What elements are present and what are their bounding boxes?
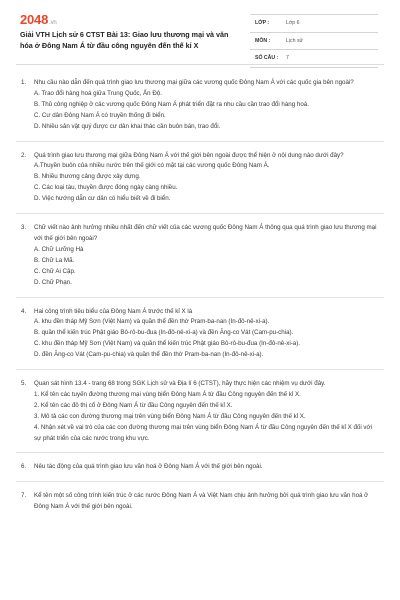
question-item <box>0 462 400 473</box>
question-text: Quá trình giao lưu thương mại giữa Đông Nam Á với thế giới bên ngoài được thể hiện ở nội dung nào dưới đây? <box>34 151 344 159</box>
question-divider <box>16 213 384 214</box>
answer-option: 1. Kể tên các tuyến đường thương mại vùng biển Đông Nam Á từ đầu Công nguyên đến thế kỉ X. <box>34 390 301 398</box>
question-divider <box>16 481 384 482</box>
meta-table <box>250 14 378 68</box>
logo-text: 2048 <box>20 12 49 27</box>
meta-value: Lịch sử <box>286 37 304 44</box>
question-item <box>0 491 400 513</box>
answer-option: B. Chữ La Mã. <box>34 256 75 264</box>
question-list <box>0 78 400 513</box>
question-number: 7. <box>21 492 27 500</box>
meta-row-subject <box>250 33 378 51</box>
answer-option: C. Cư dân Đông Nam Á có truyền thống đi biển. <box>34 111 166 119</box>
question-divider <box>16 141 384 142</box>
question-text: Hai công trình tiêu biểu của Đông Nam Á trước thế kỉ X là <box>34 307 193 315</box>
question-item <box>0 379 400 444</box>
answer-option: A. Trao đổi hàng hoá giữa Trung Quốc, Ấn Độ. <box>34 89 162 97</box>
meta-value: Lớp 6 <box>286 20 300 26</box>
question-number: 2. <box>21 151 27 159</box>
question-text: Chữ viết nào ảnh hưởng nhiều nhất đến chữ viết của các vương quốc Đông Nam Á thông qua quá trình giao lưu thương mại với thế giới bên ngoài? <box>34 224 377 242</box>
question-divider <box>16 452 384 453</box>
question-divider <box>16 369 384 370</box>
site-logo[interactable] <box>20 12 57 27</box>
answer-option: A. khu đền tháp Mỹ Sơn (Việt Nam) và quần thể đền thờ Pram-ba-nan (In-đô-nê-xi-a). <box>34 318 270 326</box>
answer-option: B. Nhiều thương cảng được xây dựng. <box>34 173 141 181</box>
logo-suffix: .vn <box>49 20 57 26</box>
answer-option: 2. Kể tên các đô thị cổ ở Đông Nam Á từ đầu Công nguyên đến thế kỉ X. <box>34 401 233 409</box>
question-divider <box>16 297 384 298</box>
meta-value: 7 <box>286 55 289 61</box>
question-text: Kể tên một số công trình kiến trúc ở các nước Đông Nam Á và Việt Nam chịu ảnh hưởng bởi quá trình giao lưu văn hoá ở Đông Nam Á với thế giới bên ngoài. <box>34 492 369 511</box>
header-divider <box>16 64 384 65</box>
answer-option: A. Chữ Lưỡng Hà <box>34 245 84 253</box>
question-number: 6. <box>21 463 27 471</box>
answer-option: D. Việc hướng dẫn cư dân có hiểu biết về đi biển. <box>34 195 171 203</box>
question-text: Nhu cầu nào dẫn đến quá trình giao lưu thương mại giữa các vương quốc Đông Nam Á với các quốc gia bên ngoài? <box>34 79 354 86</box>
question-item <box>0 78 400 133</box>
meta-key: LỚP : <box>255 20 270 26</box>
meta-key: MÔN : <box>255 37 271 44</box>
question-text: Quan sát hình 13.4 - trang 68 trong SGK Lịch sử và Địa lí 6 (CTST), hãy thực hiện các nhiệm vụ dưới đây. <box>34 380 326 388</box>
page-title: Giải VTH Lịch sử 6 CTST Bài 13: Giao lưu thương mại và văn hóa ở Đông Nam Á từ đầu công nguyên đến thế kỉ X <box>20 30 229 50</box>
answer-option: B. quần thể kiến trúc Phật giáo Bô-rô-bu-đua (In-đô-nê-xi-a) và đền Ăng-co Vát (Cam-pu-chia). <box>34 329 294 337</box>
answer-option: D. Chữ Phạn. <box>34 278 72 286</box>
question-number: 4. <box>21 307 27 315</box>
answer-option: C. Chữ Ai Cập. <box>34 267 76 275</box>
answer-option: D. đền Ăng-co Vát (Cam-pu-chia) và quần thể đền thờ Pram-ba-nan (In-đô-nê-xi-a). <box>34 351 264 359</box>
answer-option: B. Thủ công nghiệp ở các vương quốc Đông Nam Á phát triển đặt ra nhu cầu cần trao đổi hàng hoá. <box>34 100 309 108</box>
meta-row-class <box>250 14 378 33</box>
question-item <box>0 223 400 288</box>
answer-option: A.Thuyền buôn của nhiều nước trên thế giới có mặt tại các vương quốc Đông Nam Á. <box>34 162 270 170</box>
question-number: 5. <box>21 380 27 388</box>
question-item <box>0 151 400 206</box>
answer-option: C. Các loại tàu, thuyền được đóng ngày càng nhiều. <box>34 184 178 192</box>
page-header <box>0 0 400 62</box>
answer-option: 3. Mô tả các con đường thương mại trên vùng biển Đông Nam Á từ đầu Công nguyên đến thế kỉ X. <box>34 412 306 420</box>
question-text: Nêu tác động của quá trình giao lưu văn hoá ở Đông Nam Á với thế giới bên ngoài. <box>34 463 263 471</box>
question-number: 3. <box>21 224 27 232</box>
question-number: 1. <box>21 79 27 86</box>
answer-option: D. Nhiều sản vật quý được cư dân khai thác cần buôn bán, trao đổi. <box>34 122 221 130</box>
question-item <box>0 307 400 362</box>
answer-option: C. khu đền tháp Mỹ Sơn (Việt Nam) và quần thể kiến trúc Phật giáo Bô-rô-bu-đua (In-đô-nê-xi-a). <box>34 340 301 348</box>
meta-key: SỐ CÂU : <box>255 55 279 61</box>
answer-option: 4. Nhận xét về vai trò của các con đường thương mại trên vùng biển Đông Nam Á từ đầu Công nguyên đến thế kỉ X đối với sự phát triển của các nước trong khu vực. <box>34 423 372 442</box>
